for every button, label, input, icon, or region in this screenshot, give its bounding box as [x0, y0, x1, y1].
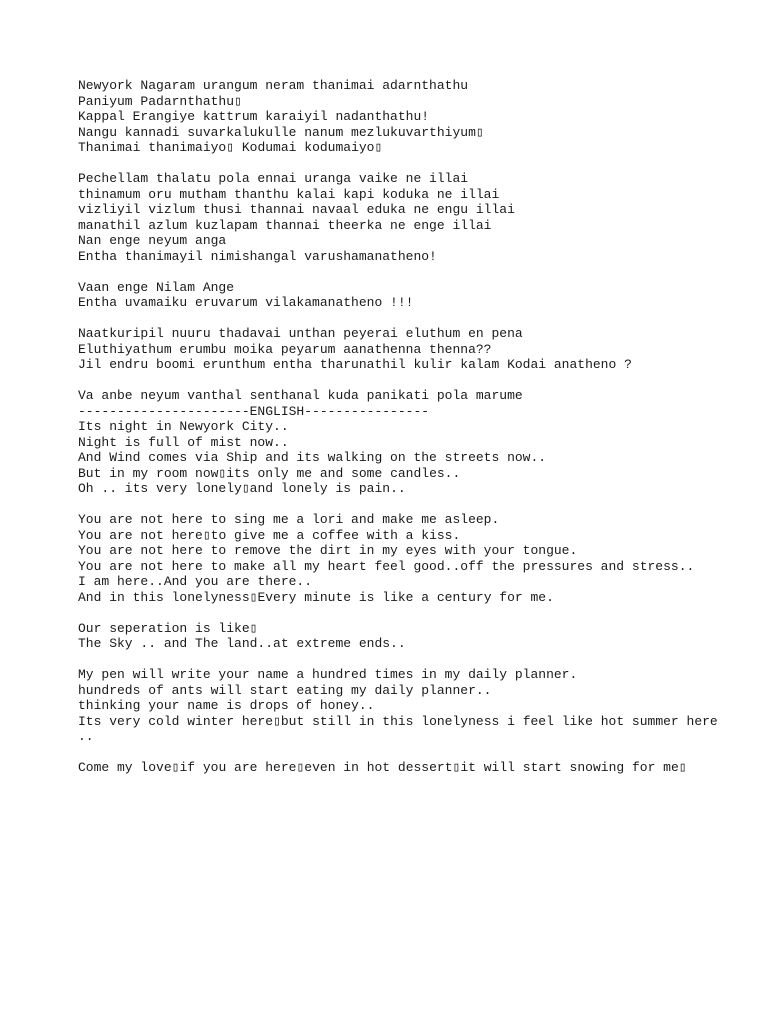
stanza	[78, 171, 758, 264]
text-line: thinking your name is drops of honey..	[78, 698, 375, 713]
text-line: Naatkuripil nuuru thadavai unthan peyerai eluthum en pena	[78, 326, 523, 341]
text-line: Nan enge neyum anga	[78, 233, 227, 248]
text-line: Nangu kannadi suvarkalukulle nanum mezlukuvarthiyum▯	[78, 124, 484, 140]
stanza	[78, 667, 758, 745]
text-line: Newyork Nagaram urangum neram thanimai adarnthathu	[78, 78, 469, 93]
text-line: The Sky .. and The land..at extreme ends..	[78, 636, 406, 651]
stanza	[78, 280, 758, 311]
text-line: You are not here to make all my heart feel good..off the pressures and stress..	[78, 558, 695, 574]
text-line: Our seperation is like▯	[78, 620, 258, 636]
text-line: My pen will write your name a hundred times in my daily planner.	[78, 667, 578, 682]
section-divider-english: ----------------------ENGLISH----------------	[78, 403, 430, 419]
text-line: vizliyil vizlum thusi thannai navaal eduka ne engu illai	[78, 202, 515, 217]
text-line: And in this lonelyness▯Every minute is like a century for me.	[78, 589, 554, 605]
text-line: Jil endru boomi erunthum entha tharunathil kulir kalam Kodai anatheno ?	[78, 357, 632, 372]
text-line: And Wind comes via Ship and its walking on the streets now..	[78, 450, 547, 465]
stanza	[78, 512, 758, 605]
text-line: ..	[78, 729, 94, 744]
text-line: Oh .. its very lonely▯and lonely is pain..	[78, 481, 406, 496]
stanza	[78, 388, 758, 497]
poem-document	[78, 78, 758, 776]
text-line: hundreds of ants will start eating my daily planner..	[78, 682, 492, 698]
text-line: Eluthiyathum erumbu moika peyarum aanathenna thenna??	[78, 341, 492, 357]
stanza	[78, 326, 758, 373]
stanza	[78, 760, 758, 776]
text-line: Paniyum Padarnthathu▯	[78, 93, 242, 109]
text-line: Thanimai thanimaiyo▯ Kodumai kodumaiyo▯	[78, 140, 383, 155]
text-line: Vaan enge Nilam Ange	[78, 279, 235, 295]
text-line: Its very cold winter here▯but still in this lonelyness i feel like hot summer here	[78, 713, 718, 729]
text-line: Kappal Erangiye kattrum karaiyil nadanthathu!	[78, 109, 430, 124]
stanza	[78, 621, 758, 652]
text-line: thinamum oru mutham thanthu kalai kapi koduka ne illai	[78, 186, 500, 202]
text-line: manathil azlum kuzlapam thannai theerka ne enge illai	[78, 217, 492, 233]
text-line: Entha uvamaiku eruvarum vilakamanatheno !!!	[78, 295, 414, 310]
text-line: Pechellam thalatu pola ennai uranga vaike ne illai	[78, 171, 469, 186]
text-line: But in my room now▯its only me and some candles..	[78, 465, 461, 481]
text-line: Its night in Newyork City..	[78, 419, 289, 434]
text-line: You are not here to sing me a lori and make me asleep.	[78, 512, 500, 527]
text-line: Entha thanimayil nimishangal varushamanatheno!	[78, 248, 437, 264]
text-line: You are not here▯to give me a coffee with a kiss.	[78, 527, 461, 543]
stanza	[78, 78, 758, 156]
text-line: You are not here to remove the dirt in my eyes with your tongue.	[78, 543, 578, 558]
text-line: Va anbe neyum vanthal senthanal kuda panikati pola marume	[78, 388, 523, 403]
text-line: Night is full of mist now..	[78, 434, 289, 450]
text-line: I am here..And you are there..	[78, 574, 313, 589]
text-line: Come my love▯if you are here▯even in hot dessert▯it will start snowing for me▯	[78, 760, 687, 775]
